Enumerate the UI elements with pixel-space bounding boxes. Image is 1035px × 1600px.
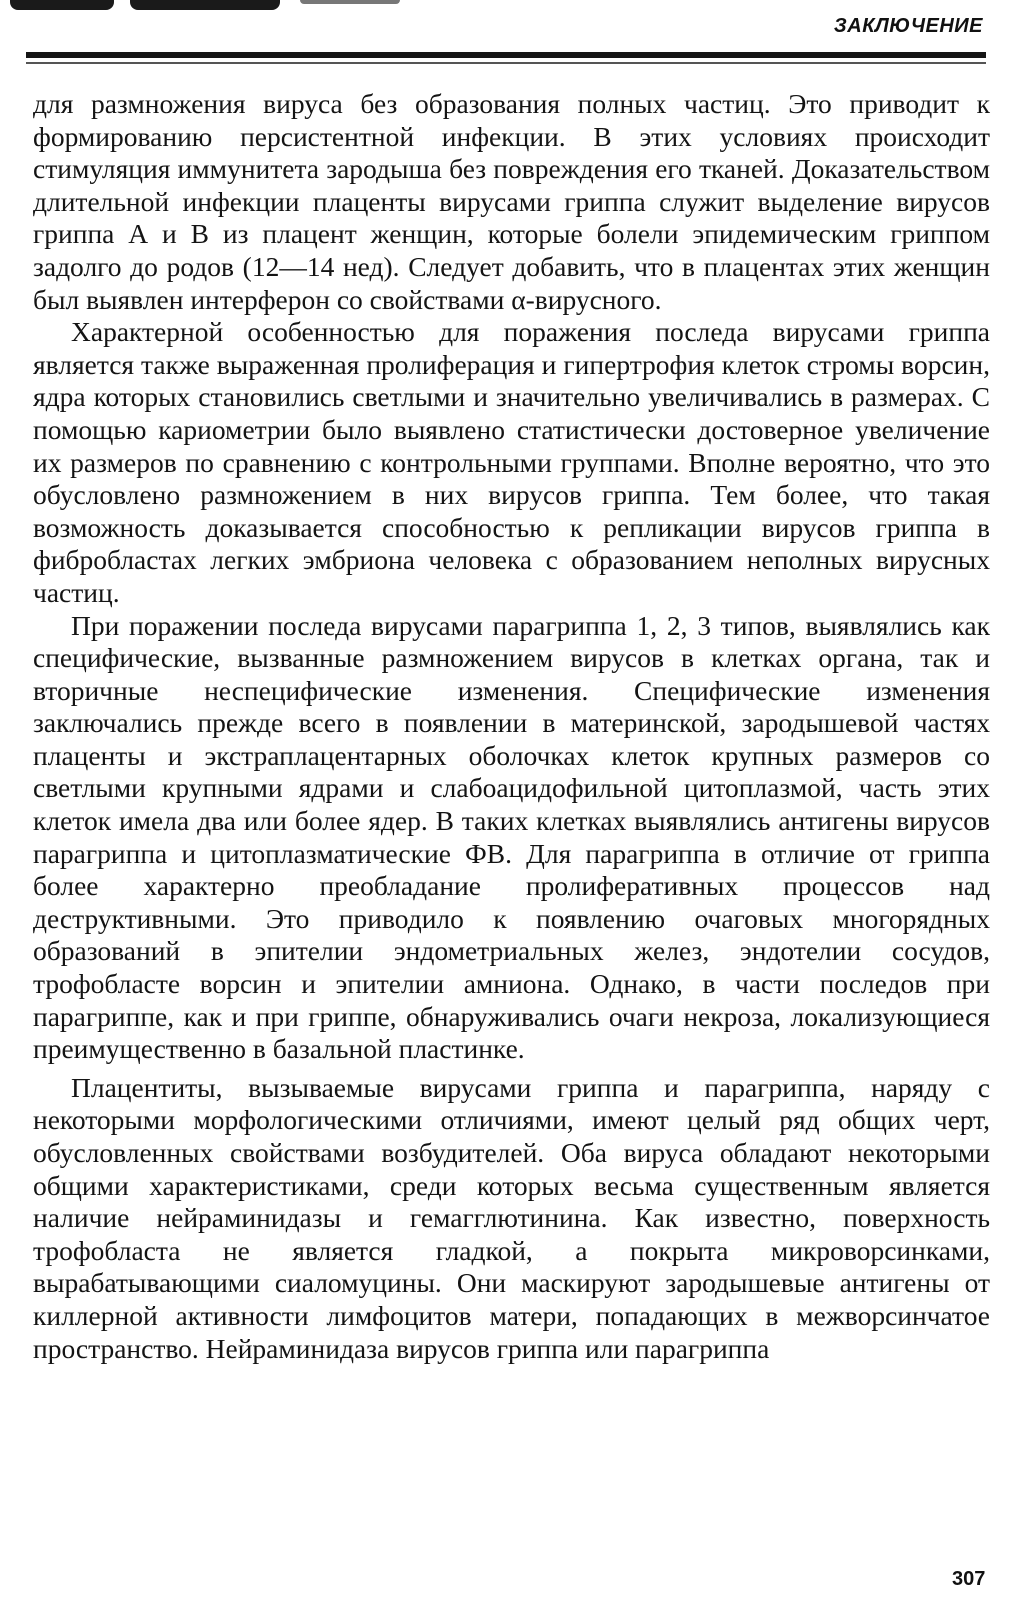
header-rule-thin	[26, 62, 986, 64]
scan-edge-mark	[10, 0, 114, 10]
paragraph: для размножения вируса без образования полных частиц. Это приводит к формированию персистентной инфекции. В этих условиях происходит стимуляция иммунитета зародыша без повреждения его тканей. Доказательством длительной инфекции плаценты вирусами гриппа служит выделение вирусов гриппа А и В из плацент женщин, которые болели эпидемическим гриппом задолго до родов (12—14 нед). Следует добавить, что в плацентах этих женщин был выявлен интерферон со свойствами α-вирусного.	[33, 88, 990, 315]
paragraph: Характерной особенностью для поражения последа вирусами гриппа является также выраженная пролиферация и гипертрофия клеток стромы ворсин, ядра которых становились светлыми и значительно увеличивались в размерах. С помощью кариометрии было выявлено статистически достоверное увеличение их размеров по сравнению с контрольными группами. Вполне вероятно, что это обусловлено размножением в них вирусов гриппа. Тем более, что такая возможность доказывается способностью к репликации вирусов гриппа в фибробластах легких эмбриона человека с образованием неполных вирусных частиц.	[33, 316, 990, 608]
page-number: 307	[952, 1568, 986, 1590]
body-text	[33, 88, 990, 1365]
running-head: ЗАКЛЮЧЕНИЕ	[833, 15, 983, 37]
paragraph: При поражении последа вирусами парагриппа 1, 2, 3 типов, выявлялись как специфические, вызванные размножением вирусов в клетках органа, так и вторичные неспецифические изменения. Специфические изменения заключались прежде всего в появлении в материнской, зародышевой частях плаценты и экстраплацентарных оболочках клеток крупных размеров со светлыми крупными ядрами и слабоацидофильной цитоплазмой, часть этих клеток имела два или более ядер. В таких клетках выявлялись антигены вирусов парагриппа и цитоплазматические ФВ. Для парагриппа в отличие от гриппа более характерно преобладание пролиферативных процессов над деструктивными. Это приводило к появлению очаговых многорядных образований в эпителии эндометриальных желез, эндотелии сосудов, трофобласте ворсин и эпителии амниона. Однако, в части последов при парагриппе, как и при гриппе, обнаруживались очаги некроза, локализующиеся преимущественно в базальной пластинке.	[33, 609, 990, 1065]
header-rule	[26, 52, 986, 58]
scan-edge-mark	[300, 0, 400, 4]
scan-edge-mark	[130, 0, 280, 10]
paragraph: Плацентиты, вызываемые вирусами гриппа и парагриппа, наряду с некоторыми морфологическими отличиями, имеют целый ряд общих черт, обусловленных свойствами возбудителей. Оба вируса обладают некоторыми общими характеристиками, среди которых весьма существенным является наличие нейраминидазы и гемагглютинина. Как известно, поверхность трофобласта не является гладкой, а покрыта микроворсинками, вырабатывающими сиаломуцины. Они маскируют зародышевые антигены от киллерной активности лимфоцитов матери, попадающих в межворсинчатое пространство. Нейраминидаза вирусов гриппа или парагриппа	[33, 1071, 990, 1364]
